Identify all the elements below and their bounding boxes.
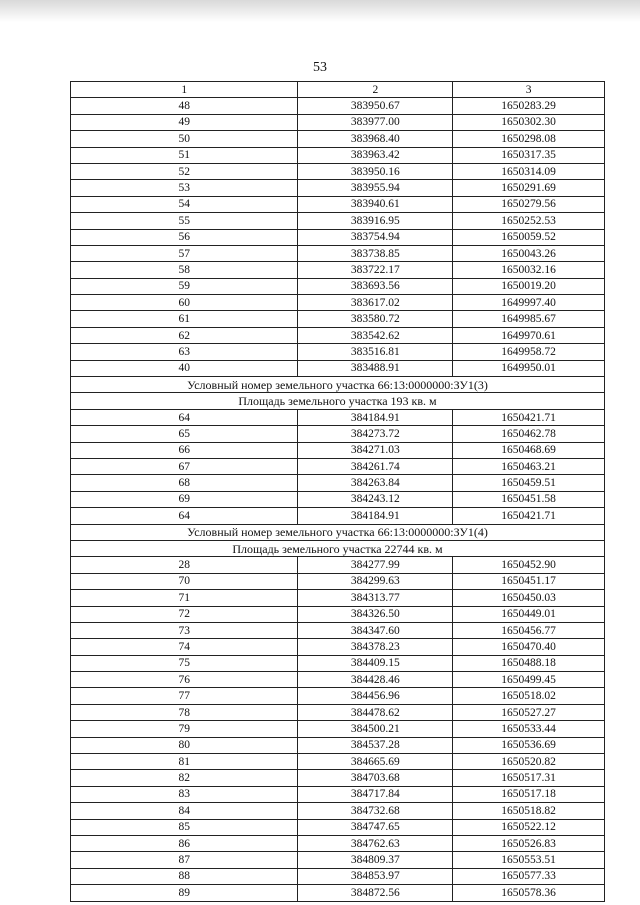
table-row	[71, 852, 605, 868]
coord-y: 1650421.71	[453, 409, 605, 425]
coord-y: 1650043.26	[453, 245, 605, 261]
scan-edge-shadow	[0, 0, 640, 22]
table-row	[71, 229, 605, 245]
coord-x: 384313.77	[298, 590, 453, 606]
section-label-row	[71, 540, 605, 556]
coord-y: 1649970.61	[453, 327, 605, 343]
coord-x: 384500.21	[298, 721, 453, 737]
coord-x: 384263.84	[298, 475, 453, 491]
coord-x: 383963.42	[298, 147, 453, 163]
coord-x: 383754.94	[298, 229, 453, 245]
point-number: 87	[71, 852, 298, 868]
point-number: 81	[71, 754, 298, 770]
coord-x: 384243.12	[298, 491, 453, 507]
coord-x: 384717.84	[298, 786, 453, 802]
coord-x: 383968.40	[298, 131, 453, 147]
point-number: 68	[71, 475, 298, 491]
coord-x: 383940.61	[298, 196, 453, 212]
point-number: 49	[71, 114, 298, 130]
point-number: 53	[71, 180, 298, 196]
point-number: 63	[71, 344, 298, 360]
point-number: 52	[71, 163, 298, 179]
coord-y: 1650577.33	[453, 868, 605, 884]
point-number: 73	[71, 622, 298, 638]
coord-x: 384409.15	[298, 655, 453, 671]
coord-x: 384271.03	[298, 442, 453, 458]
coord-y: 1650019.20	[453, 278, 605, 294]
table-row	[71, 442, 605, 458]
coord-x: 383977.00	[298, 114, 453, 130]
coord-y: 1650522.12	[453, 819, 605, 835]
point-number: 79	[71, 721, 298, 737]
table-row	[71, 475, 605, 491]
coord-y: 1650449.01	[453, 606, 605, 622]
table-row	[71, 409, 605, 425]
coord-y: 1650520.82	[453, 754, 605, 770]
table-row	[71, 704, 605, 720]
point-number: 65	[71, 426, 298, 442]
coord-y: 1650456.77	[453, 622, 605, 638]
coord-y: 1650499.45	[453, 672, 605, 688]
coord-y: 1650032.16	[453, 262, 605, 278]
coord-x: 383916.95	[298, 213, 453, 229]
coord-x: 384456.96	[298, 688, 453, 704]
coord-y: 1649985.67	[453, 311, 605, 327]
coord-x: 384747.65	[298, 819, 453, 835]
section-label-row	[71, 524, 605, 540]
coord-x: 384478.62	[298, 704, 453, 720]
point-number: 58	[71, 262, 298, 278]
table-row	[71, 262, 605, 278]
coord-y: 1650468.69	[453, 442, 605, 458]
table-row	[71, 573, 605, 589]
section-label-row	[71, 377, 605, 393]
point-number: 74	[71, 639, 298, 655]
coord-x: 383950.16	[298, 163, 453, 179]
coord-y: 1650451.58	[453, 491, 605, 507]
section-label: Условный номер земельного участка 66:13:0000000:ЗУ1(4)	[71, 524, 605, 540]
point-number: 55	[71, 213, 298, 229]
coord-x: 383617.02	[298, 295, 453, 311]
point-number: 61	[71, 311, 298, 327]
coord-y: 1649958.72	[453, 344, 605, 360]
point-number: 56	[71, 229, 298, 245]
coord-y: 1650488.18	[453, 655, 605, 671]
table-row	[71, 458, 605, 474]
coord-x: 383542.62	[298, 327, 453, 343]
coord-y: 1650578.36	[453, 885, 605, 901]
coord-y: 1650553.51	[453, 852, 605, 868]
table-row	[71, 868, 605, 884]
table-row	[71, 360, 605, 376]
coord-y: 1650518.82	[453, 803, 605, 819]
coord-x: 383516.81	[298, 344, 453, 360]
coord-x: 384762.63	[298, 835, 453, 851]
coord-x: 384184.91	[298, 508, 453, 524]
coord-x: 384853.97	[298, 868, 453, 884]
coord-y: 1649950.01	[453, 360, 605, 376]
coord-x: 384665.69	[298, 754, 453, 770]
point-number: 69	[71, 491, 298, 507]
table-row	[71, 426, 605, 442]
point-number: 40	[71, 360, 298, 376]
point-number: 75	[71, 655, 298, 671]
table-row	[71, 196, 605, 212]
coord-x: 384299.63	[298, 573, 453, 589]
coord-x: 383693.56	[298, 278, 453, 294]
point-number: 66	[71, 442, 298, 458]
table-row	[71, 213, 605, 229]
coord-y: 1650518.02	[453, 688, 605, 704]
point-number: 71	[71, 590, 298, 606]
table-row	[71, 344, 605, 360]
coord-x: 383722.17	[298, 262, 453, 278]
coord-y: 1650252.53	[453, 213, 605, 229]
table-row	[71, 835, 605, 851]
table-row	[71, 590, 605, 606]
table-row	[71, 180, 605, 196]
coord-x: 383738.85	[298, 245, 453, 261]
point-number: 82	[71, 770, 298, 786]
section-label: Площадь земельного участка 193 кв. м	[71, 393, 605, 409]
coord-y: 1650527.27	[453, 704, 605, 720]
coord-x: 384277.99	[298, 557, 453, 573]
table-header-row	[71, 82, 605, 98]
header-col-2: 2	[298, 82, 453, 98]
table-row	[71, 295, 605, 311]
coordinates-table	[70, 81, 605, 902]
point-number: 60	[71, 295, 298, 311]
point-number: 70	[71, 573, 298, 589]
coord-y: 1650291.69	[453, 180, 605, 196]
coord-y: 1650279.56	[453, 196, 605, 212]
point-number: 78	[71, 704, 298, 720]
coord-y: 1650059.52	[453, 229, 605, 245]
coord-y: 1650450.03	[453, 590, 605, 606]
section-label: Условный номер земельного участка 66:13:0000000:ЗУ1(3)	[71, 377, 605, 393]
coord-x: 384273.72	[298, 426, 453, 442]
table-row	[71, 491, 605, 507]
table-row	[71, 163, 605, 179]
table-row	[71, 803, 605, 819]
table-row	[71, 885, 605, 901]
table-body	[71, 98, 605, 901]
point-number: 62	[71, 327, 298, 343]
coord-y: 1650421.71	[453, 508, 605, 524]
table-row	[71, 672, 605, 688]
section-label-row	[71, 393, 605, 409]
coord-x: 384261.74	[298, 458, 453, 474]
point-number: 84	[71, 803, 298, 819]
table-row	[71, 508, 605, 524]
table-row	[71, 114, 605, 130]
point-number: 88	[71, 868, 298, 884]
table-row	[71, 98, 605, 114]
table-row	[71, 311, 605, 327]
point-number: 80	[71, 737, 298, 753]
coord-x: 384732.68	[298, 803, 453, 819]
coord-y: 1650526.83	[453, 835, 605, 851]
coord-y: 1650317.35	[453, 147, 605, 163]
point-number: 28	[71, 557, 298, 573]
coord-y: 1650517.18	[453, 786, 605, 802]
coord-y: 1650533.44	[453, 721, 605, 737]
coord-y: 1650517.31	[453, 770, 605, 786]
coord-x: 384428.46	[298, 672, 453, 688]
point-number: 72	[71, 606, 298, 622]
coord-y: 1650314.09	[453, 163, 605, 179]
coord-x: 383488.91	[298, 360, 453, 376]
table-row	[71, 688, 605, 704]
coord-y: 1650302.30	[453, 114, 605, 130]
point-number: 51	[71, 147, 298, 163]
coord-x: 384326.50	[298, 606, 453, 622]
coord-y: 1650462.78	[453, 426, 605, 442]
point-number: 64	[71, 409, 298, 425]
coord-x: 384703.68	[298, 770, 453, 786]
coord-y: 1650283.29	[453, 98, 605, 114]
coord-x: 383950.67	[298, 98, 453, 114]
coord-y: 1650470.40	[453, 639, 605, 655]
coord-x: 384184.91	[298, 409, 453, 425]
point-number: 83	[71, 786, 298, 802]
coord-y: 1649997.40	[453, 295, 605, 311]
point-number: 77	[71, 688, 298, 704]
page-number: 53	[313, 60, 327, 75]
table-row	[71, 622, 605, 638]
point-number: 50	[71, 131, 298, 147]
point-number: 76	[71, 672, 298, 688]
table-row	[71, 245, 605, 261]
coord-x: 383955.94	[298, 180, 453, 196]
point-number: 67	[71, 458, 298, 474]
table-row	[71, 737, 605, 753]
coord-y: 1650459.51	[453, 475, 605, 491]
table-row	[71, 655, 605, 671]
point-number: 54	[71, 196, 298, 212]
table-row	[71, 721, 605, 737]
header-col-3: 3	[453, 82, 605, 98]
coord-x: 383580.72	[298, 311, 453, 327]
coord-x: 384378.23	[298, 639, 453, 655]
point-number: 57	[71, 245, 298, 261]
coord-x: 384537.28	[298, 737, 453, 753]
coord-x: 384809.37	[298, 852, 453, 868]
coord-x: 384872.56	[298, 885, 453, 901]
coord-y: 1650463.21	[453, 458, 605, 474]
section-label: Площадь земельного участка 22744 кв. м	[71, 540, 605, 556]
table-row	[71, 606, 605, 622]
table-row	[71, 327, 605, 343]
header-col-1: 1	[71, 82, 298, 98]
table-row	[71, 131, 605, 147]
point-number: 59	[71, 278, 298, 294]
coord-y: 1650452.90	[453, 557, 605, 573]
coord-y: 1650536.69	[453, 737, 605, 753]
point-number: 64	[71, 508, 298, 524]
coord-y: 1650451.17	[453, 573, 605, 589]
table-row	[71, 557, 605, 573]
table-row	[71, 786, 605, 802]
point-number: 89	[71, 885, 298, 901]
table-row	[71, 639, 605, 655]
point-number: 86	[71, 835, 298, 851]
point-number: 48	[71, 98, 298, 114]
table-row	[71, 147, 605, 163]
table-row	[71, 770, 605, 786]
point-number: 85	[71, 819, 298, 835]
table-row	[71, 819, 605, 835]
table-row	[71, 278, 605, 294]
table-row	[71, 754, 605, 770]
coord-x: 384347.60	[298, 622, 453, 638]
coord-y: 1650298.08	[453, 131, 605, 147]
